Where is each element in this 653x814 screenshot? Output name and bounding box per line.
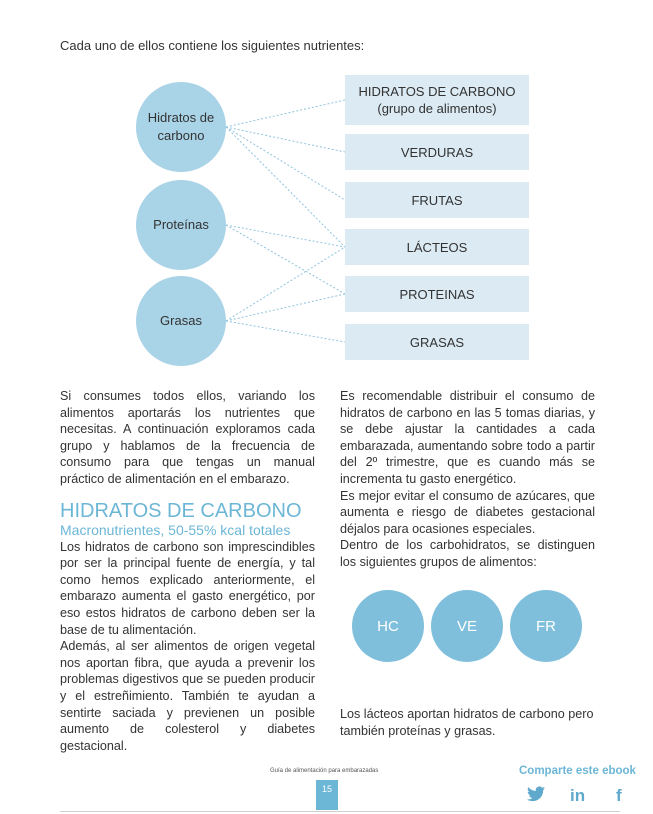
nutrient-diagram	[0, 0, 653, 380]
food-group-box-proteinas: PROTEINAS	[345, 276, 529, 312]
paragraph: Los hidratos de carbono son imprescindibles por ser la principal fuente de energía, y tal como hemos explicado anteriormente, el embarazo aumenta el gasto energético, por eso estos hidratos de carbono deben ser la base de tu alimentación.	[60, 539, 315, 637]
paragraph: Además, al ser alimentos de origen vegetal nos aportan fibra, que ayuda a prevenir los problemas digestivos que se pueden producir y el estreñimiento. También te ayudan a sentirte saciada y previenen un posible aumento de colesterol y diabetes gestacional.	[60, 639, 315, 753]
connector-line	[226, 100, 345, 127]
connector-line	[226, 225, 345, 294]
paragraph: Es recomendable distribuir el consumo de hidratos de carbono en las 5 tomas diarias, y se debe ajustar la cantidades a cada embarazada, aumentando sobre todo a partir del 2º trimestre, que es cuando más se incrementa tu gasto energético.	[340, 389, 595, 486]
group-circle-fr: FR	[510, 590, 582, 662]
linkedin-icon[interactable]: in	[570, 786, 586, 805]
food-group-circles	[352, 590, 592, 662]
food-group-box-title: HIDRATOS DE CARBONO	[358, 84, 516, 99]
paragraph: Dentro de los carbohidratos, se distinguen los siguientes grupos de alimentos:	[340, 538, 595, 569]
right-column	[340, 388, 595, 571]
section-heading: HIDRATOS DE CARBONO	[60, 499, 302, 522]
footer-divider	[60, 811, 620, 812]
share-label: Comparte este ebook	[519, 765, 636, 777]
left-column	[60, 388, 315, 754]
twitter-icon[interactable]	[527, 786, 545, 807]
connector-line	[226, 294, 345, 321]
food-group-box-lacteos: LÁCTEOS	[345, 229, 529, 265]
nutrient-circle-grasas: Grasas	[136, 276, 226, 366]
food-group-box-grasas: GRASAS	[345, 324, 529, 360]
nutrient-circle-proteinas: Proteínas	[136, 180, 226, 270]
connector-line	[226, 321, 345, 342]
food-group-box-hidratos	[345, 75, 529, 125]
connector-line	[226, 127, 345, 200]
food-group-box-frutas: FRUTAS	[345, 182, 529, 218]
intro-text: Cada uno de ellos contiene los siguientes nutrientes:	[60, 38, 365, 53]
section-subheading: Macronutrientes, 50-55% kcal totales	[60, 521, 291, 538]
paragraph: Si consumes todos ellos, variando los alimentos aportarás los nutrientes que necesitas. A continuación exploramos cada grupo y hablamos de la frecuencia de consumo para que tengas un manual práctico de alimentación en el embarazo.	[60, 389, 315, 486]
paragraph: Es mejor evitar el consumo de azúcares, que aumenta e riesgo de diabetes gestacional déjalos para ocasiones especiales.	[340, 488, 595, 536]
guide-title: Guía de alimentación para embarazadas	[270, 768, 379, 774]
group-circle-ve: VE	[431, 590, 503, 662]
connector-line	[226, 127, 345, 152]
lacteos-note: Los lácteos aportan hidratos de carbono pero también proteínas y grasas.	[340, 707, 594, 738]
food-group-box-verduras: VERDURAS	[345, 134, 529, 170]
connector-line	[226, 127, 345, 247]
connector-lines	[0, 0, 653, 380]
facebook-icon[interactable]: f	[616, 786, 622, 805]
food-group-box-subtitle: (grupo de alimentos)	[377, 101, 497, 116]
connector-line	[226, 225, 345, 247]
page-number: 15	[316, 780, 338, 810]
nutrient-circle-hidratos: Hidratos de carbono	[136, 82, 226, 172]
group-circle-hc: HC	[352, 590, 424, 662]
